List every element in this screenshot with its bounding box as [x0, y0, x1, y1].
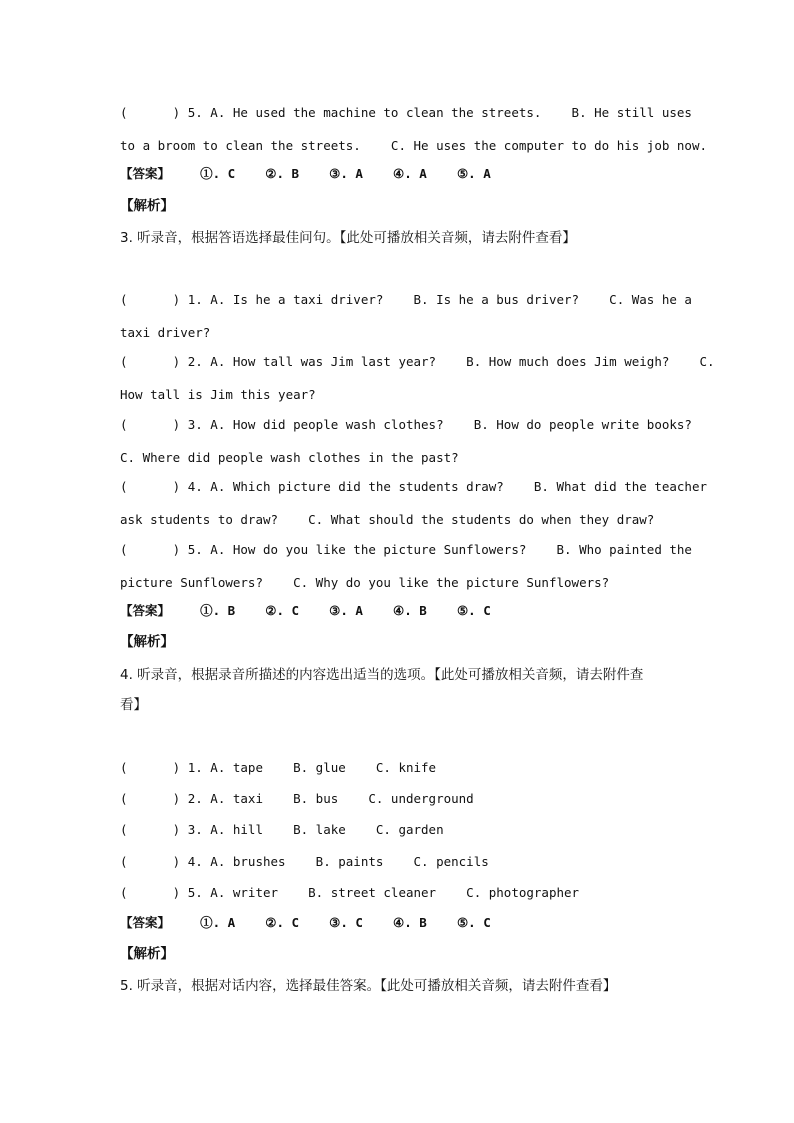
section-heading: 3. 听录音，根据答语选择最佳问句。【此处可播放相关音频，请去附件查看】: [120, 230, 576, 246]
answer-line: 【答案】 ①. C ②. B ③. A ④. A ⑤. A: [120, 166, 491, 181]
question-line: ( ) 1. A. tape B. glue C. knife: [120, 760, 437, 775]
section-heading: 5. 听录音，根据对话内容，选择最佳答案。【此处可播放相关音频，请去附件查看】: [120, 978, 617, 994]
question-line: ( ) 4. A. Which picture did the students draw? B. What did the teacher: [120, 479, 707, 494]
question-line: ( ) 5. A. How do you like the picture Sunflowers? B. Who painted the: [120, 542, 692, 557]
question-line: ( ) 1. A. Is he a taxi driver? B. Is he a bus driver? C. Was he a: [120, 292, 692, 307]
question-line: ( ) 4. A. brushes B. paints C. pencils: [120, 854, 489, 869]
question-line: How tall is Jim this year?: [120, 387, 316, 402]
question-line: taxi driver?: [120, 325, 211, 340]
answer-line: 【答案】 ①. A ②. C ③. C ④. B ⑤. C: [120, 915, 491, 930]
question-line: picture Sunflowers? C. Why do you like the picture Sunflowers?: [120, 575, 610, 590]
question-line: ask students to draw? C. What should the students do when they draw?: [120, 512, 655, 527]
question-line: ( ) 3. A. hill B. lake C. garden: [120, 822, 444, 837]
analysis-label: 【解析】: [120, 634, 174, 650]
question-line: ( ) 5. A. He used the machine to clean the streets. B. He still uses: [120, 105, 692, 120]
question-line: ( ) 5. A. writer B. street cleaner C. photographer: [120, 885, 580, 900]
question-line: ( ) 3. A. How did people wash clothes? B. How do people write books?: [120, 417, 692, 432]
analysis-label: 【解析】: [120, 198, 174, 214]
question-line: ( ) 2. A. How tall was Jim last year? B. How much does Jim weigh? C.: [120, 354, 715, 369]
section-heading-cont: 看】: [120, 697, 147, 713]
question-line: to a broom to clean the streets. C. He uses the computer to do his job now.: [120, 138, 707, 153]
answer-line: 【答案】 ①. B ②. C ③. A ④. B ⑤. C: [120, 603, 491, 618]
section-heading: 4. 听录音，根据录音所描述的内容选出适当的选项。【此处可播放相关音频，请去附件查: [120, 667, 644, 683]
analysis-label: 【解析】: [120, 946, 174, 962]
question-line: C. Where did people wash clothes in the past?: [120, 450, 459, 465]
question-line: ( ) 2. A. taxi B. bus C. underground: [120, 791, 474, 806]
